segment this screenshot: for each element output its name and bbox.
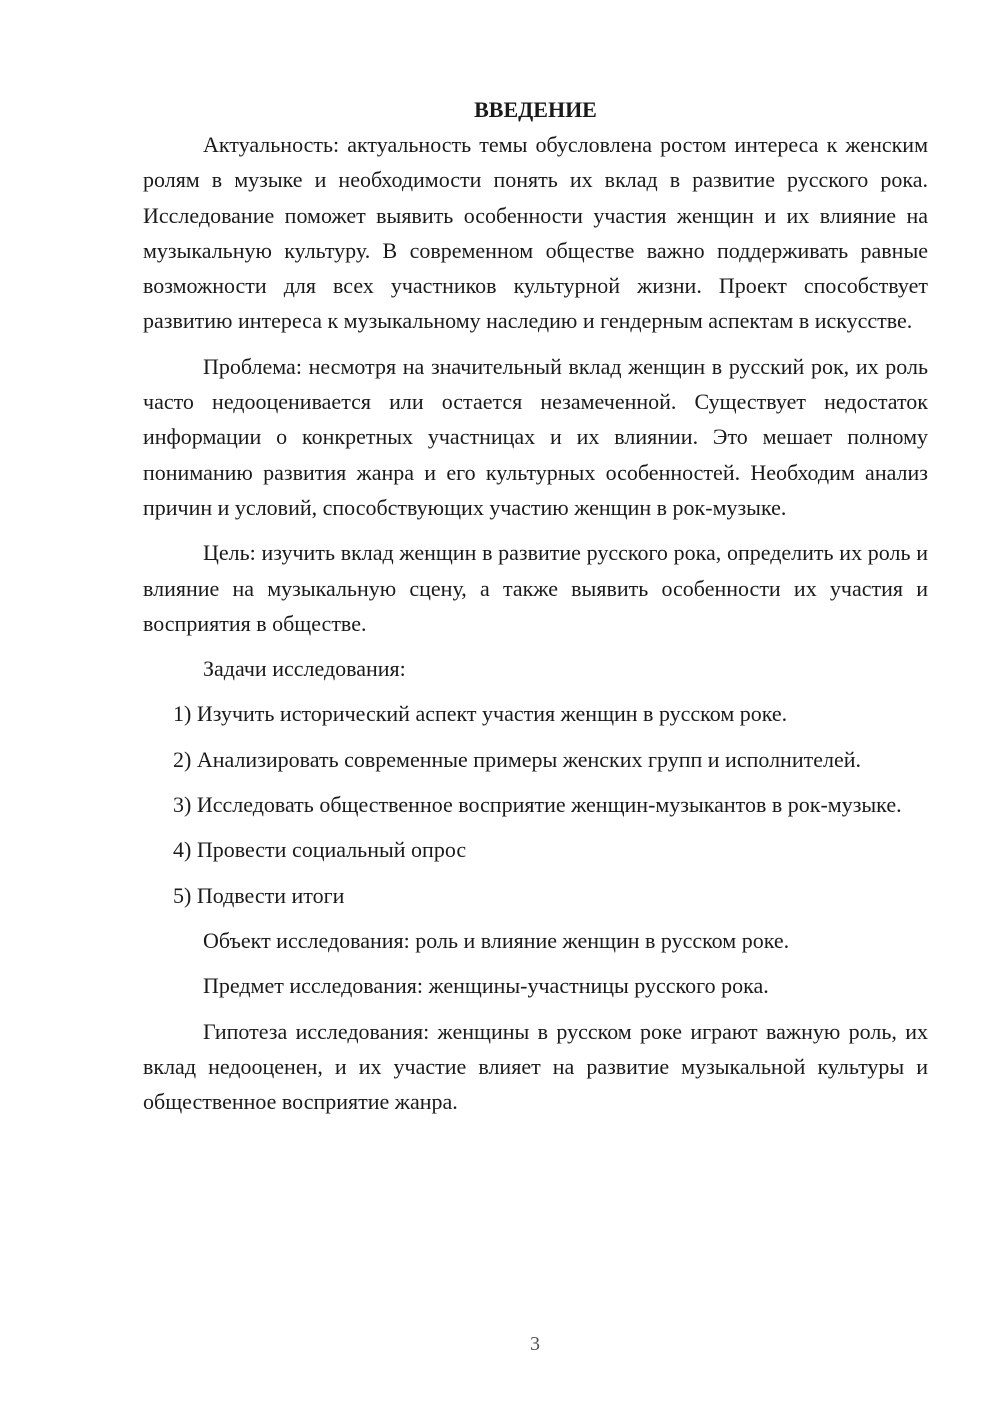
research-subject: Предмет исследования: женщины-участницы русского рока. <box>203 973 769 999</box>
research-object: Объект исследования: роль и влияние женщин в русском роке. <box>203 927 790 953</box>
section-title: ВВЕДЕНИЕ <box>474 97 597 122</box>
page-number: 3 <box>530 1333 540 1355</box>
tasks-heading: Задачи исследования: <box>203 656 406 682</box>
task-item: 4) Провести социальный опрос <box>173 837 467 863</box>
paragraph-problem: Проблема: несмотря на значительный вклад женщин в русский рок, их роль часто недооценивается или остается незамеченной. Существует недостаток информации о конкретных участницах и их влиянии. Это мешает полному пониманию развития жанра и его культурных особенностей. Необходим анализ причин и условий, способствующих участию женщин в рок-музыке. <box>143 353 928 520</box>
paragraph-goal: Цель: изучить вклад женщин в развитие русского рока, определить их роль и влияние на музыкальную сцену, а также выявить особенности их участия и восприятия в обществе. <box>143 540 928 636</box>
document-page <box>143 92 928 1129</box>
task-item: 2) Анализировать современные примеры женских групп и исполнителей. <box>173 746 861 772</box>
task-item: 5) Подвести итоги <box>173 882 345 908</box>
task-item: 1) Изучить исторический аспект участия женщин в русском роке. <box>173 701 788 727</box>
research-hypothesis: Гипотеза исследования: женщины в русском роке играют важную роль, их вклад недооценен, и их участие влияет на развитие музыкальной культуры и общественное восприятие жанра. <box>143 1018 928 1115</box>
paragraph-relevance: Актуальность: актуальность темы обусловлена ростом интереса к женским ролям в музыке и необходимости понять их вклад в развитие русского рока. Исследование поможет выявить особенности участия женщин и их влияние на музыкальную культуру. В современном обществе важно поддерживать равные возможности для всех участников культурной жизни. Проект способствует развитию интереса к музыкальному наследию и гендерным аспектам в искусстве. <box>143 132 928 334</box>
task-item: 3) Исследовать общественное восприятие женщин-музыкантов в рок-музыке. <box>173 792 902 818</box>
